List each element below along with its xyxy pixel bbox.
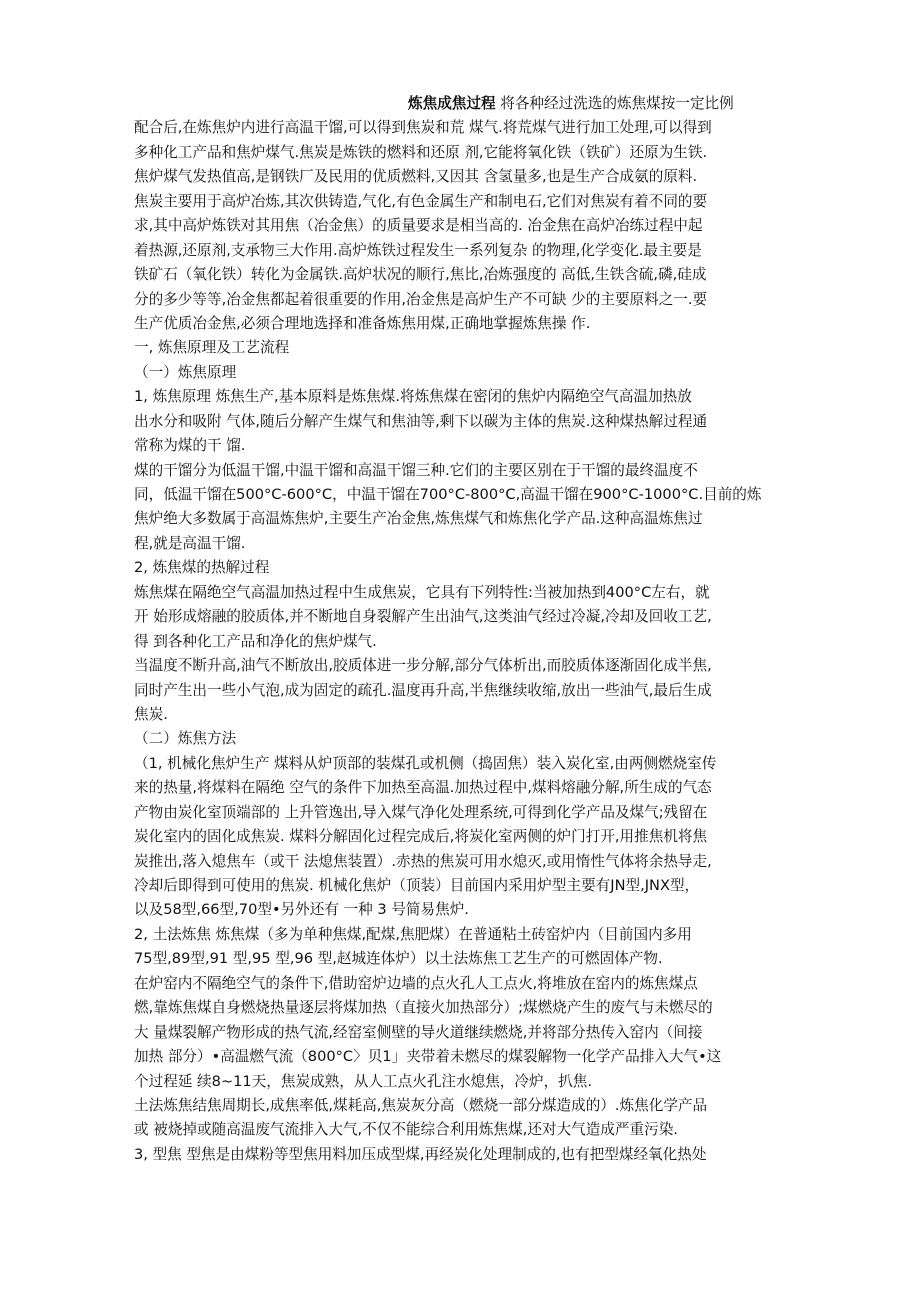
text-line: 煤的干馏分为低温干馏,中温干馏和高温干馏三种.它们的主要区别在于干馏的最终温度不 — [134, 461, 698, 479]
text-line: 开 始形成熔融的胶质体,并不断地自身裂解产生出油气,这类油气经过冷凝,冷却及回收工艺, — [134, 608, 712, 626]
text-line: 当温度不断升高,油气不断放出,胶质体进一步分解,部分气体析出,而胶质体逐渐固化成半焦, — [134, 657, 712, 675]
text-line: 大 量煤裂解产物形成的热气流,经窑室侧壁的导火道继续燃烧,并将部分热传入窑内（间接 — [134, 1023, 703, 1041]
text-line: 2, 炼焦煤的热解过程 — [134, 559, 270, 577]
text-line: 多种化工产品和焦炉煤气.焦炭是炼铁的燃料和还原 剂,它能将氧化铁（铁矿）还原为生铁. — [134, 143, 708, 161]
text-line: 或 被烧掉或随高温废气流排入大气,不仅不能综合利用炼焦煤,还对大气造成严重污染. — [134, 1121, 678, 1139]
document-body — [134, 92, 786, 1167]
text-line: 求,其中高炉炼铁对其用焦（冶金焦）的质量要求是相当高的. 冶金焦在高炉冶练过程中起 — [134, 217, 703, 235]
text-line: 产物由炭化室顶端部的 上升管逸出,导入煤气净化处理系统,可得到化学产品及煤气;残留在 — [134, 803, 708, 821]
text-line: 炼焦煤在隔绝空气高温加热过程中生成焦炭，它具有下列特性:当被加热到400°C左右，就 — [134, 583, 710, 601]
text-line: 燃,靠炼焦煤自身燃烧热量逐层将煤加热（直接火加热部分）;煤燃烧产生的废气与未燃尽的 — [134, 999, 713, 1017]
text-line: 出水分和吸附 气体,随后分解产生煤气和焦油等,剩下以碳为主体的焦炭.这种煤热解过程通 — [134, 412, 708, 430]
text-line: 一, 炼焦原理及工艺流程 — [134, 339, 290, 357]
text-line: 同，低温干馏在500°C-600°C，中温干馏在700°C-800°C,高温干馏在900°C-1000°C.目前的炼 — [134, 486, 762, 503]
text-line: 焦炉煤气发热值高,是钢铁厂及民用的优质燃料,又因其 含氢量多,也是生产合成氨的原料. — [134, 168, 698, 186]
text-line: 1, 炼焦原理 炼焦生产,基本原料是炼焦煤.将炼焦煤在密闭的焦炉内隔绝空气高温加热放 — [134, 388, 692, 406]
text-line: 炭推出,落入熄焦车（或干 法熄焦装置）.赤热的焦炭可用水熄灭,或用惰性气体将余热导走, — [134, 852, 712, 870]
text-line: 冷却后即得到可使用的焦炭. 机械化焦炉（顶装）目前国内采用炉型主要有JN型,JNX型， — [134, 877, 700, 894]
text-line: 土法炼焦结焦周期长,成焦率低,煤耗高,焦炭灰分高（燃烧一部分煤造成的）.炼焦化学产品 — [134, 1096, 708, 1114]
text-line: 焦炭. — [134, 705, 168, 723]
text-line: 铁矿石（氧化铁）转化为金属铁.高炉状况的顺行,焦比,冶炼强度的 高低,生铁含硫,磷,硅成 — [134, 266, 707, 284]
text-line: （1, 机械化焦炉生产 煤料从炉顶部的装煤孔或机侧（捣固焦）装入炭化室,由两侧燃烧室传 — [134, 754, 717, 772]
text-line: （二）炼焦方法 — [134, 730, 237, 748]
text-line: 炭化室内的固化成焦炭. 煤料分解固化过程完成后,将炭化室两侧的炉门打开,用推焦机将焦 — [134, 828, 708, 846]
text-line: 加热 部分）•高温燃气流（800°C〉贝1」夹带着未燃尽的煤裂解物一化学产品排入大气•这 — [134, 1048, 722, 1066]
text-line: 分的多少等等,冶金焦都起着很重要的作用,冶金焦是高炉生产不可缺 少的主要原料之一.要 — [134, 290, 708, 308]
text-line: 生产优质冶金焦,必须合理地选择和准备炼焦用煤,正确地掌握炼焦操 作. — [134, 314, 591, 332]
text-line: 个过程延 续8~11天，焦炭成熟，从人工点火孔注水熄焦，冷炉，扒焦. — [134, 1072, 592, 1090]
text-line: 配合后,在炼焦炉内进行高温干馏,可以得到焦炭和荒 煤气.将荒煤气进行加工处理,可以得到 — [134, 119, 712, 137]
text-line: （一）炼焦原理 — [134, 363, 237, 381]
intro-text: 将各种经过洗选的炼焦煤按一定比例 — [500, 95, 734, 112]
text-line: 焦炭主要用于高炉冶炼,其次供铸造,气化,有色金属生产和制电石,它们对焦炭有着不同的要 — [134, 192, 708, 210]
title-line — [134, 92, 786, 116]
text-line: 常称为煤的干 馏. — [134, 437, 246, 455]
text-line: 程,就是高温干馏. — [134, 534, 246, 552]
text-line: 75型,89型,91 型,95 型,96 型,赵城连体炉）以土法炼焦工艺生产的可燃固体产物. — [134, 950, 663, 968]
text-line: 在炉窑内不隔绝空气的条件下,借助窑炉边墙的点火孔人工点火,将堆放在窑内的炼焦煤点 — [134, 974, 698, 992]
text-line: 3, 型焦 型焦是由煤粉等型焦用料加压成型煤,再经炭化处理制成的,也有把型煤经氧化热处 — [134, 1145, 707, 1163]
text-line: 同时产生出一些小气泡,成为固定的疏孔.温度再升高,半焦继续收缩,放出一些油气,最后生成 — [134, 681, 712, 699]
text-line: 着热源,还原剂,支承物三大作用.高炉炼铁过程发生一系列复杂 的物理,化学变化.最主要是 — [134, 241, 702, 259]
text-line: 来的热量,将煤料在隔绝 空气的条件下加热至高温.加热过程中,煤料熔融分解,所生成的气态 — [134, 779, 712, 797]
text-line: 2, 土法炼焦 炼焦煤（多为单种焦煤,配煤,焦肥煤）在普通粘土砖窑炉内（目前国内多用 — [134, 925, 692, 943]
text-line: 得 到各种化工产品和净化的焦炉煤气. — [134, 632, 377, 650]
text-line: 焦炉绝大多数属于高温炼焦炉,主要生产冶金焦,炼焦煤气和炼焦化学产品.这种高温炼焦过 — [134, 510, 703, 528]
document-title: 炼焦成焦过程 — [408, 95, 496, 112]
text-line: 以及58型,66型,70型•另外还有 一种 3 号简易焦炉. — [134, 901, 469, 919]
